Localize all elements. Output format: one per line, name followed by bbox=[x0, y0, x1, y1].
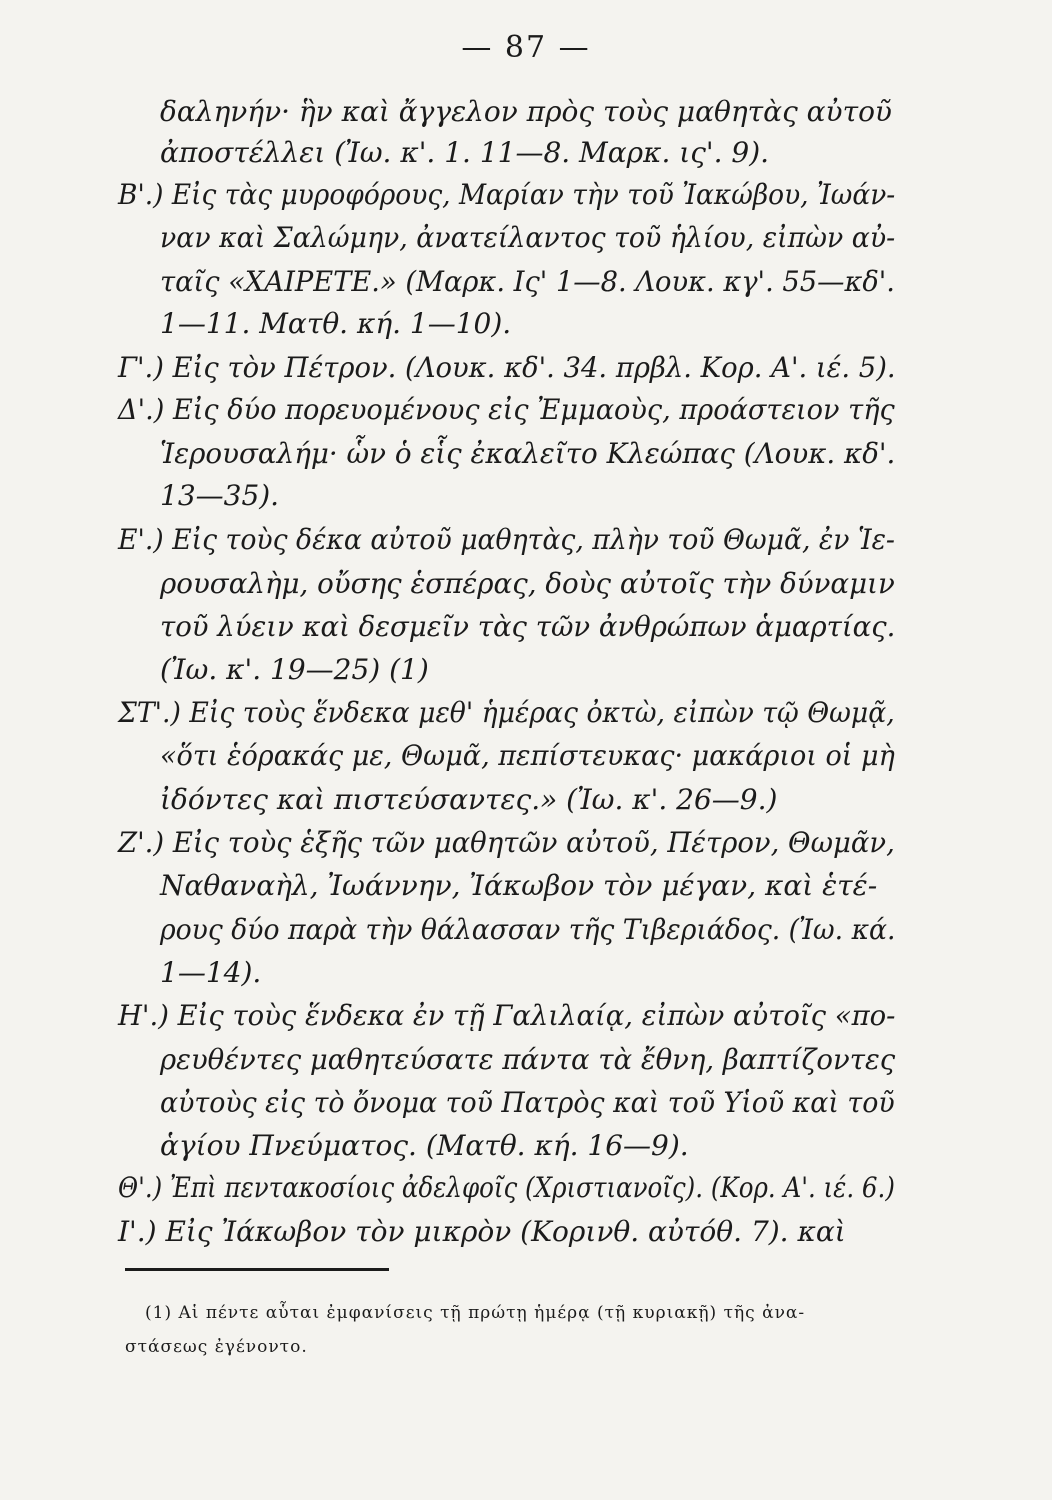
text-line: αὐτοὺς εἰς τὸ ὄνομα τοῦ Πατρὸς καὶ τοῦ Υἱοῦ καὶ τοῦ bbox=[160, 1086, 895, 1119]
text-line: τοῦ λύειν καὶ δεσμεῖν τὰς τῶν ἀνθρώπων ἁμαρτίας. bbox=[160, 610, 896, 643]
text-line: 13—35). bbox=[160, 479, 280, 512]
text-line: (Ἰω. κ'. 19—25) (1) bbox=[160, 653, 429, 686]
footnote-line: στάσεως ἐγένοντο. bbox=[125, 1337, 308, 1357]
text-line: «ὅτι ἑόρακάς με, Θωμᾶ, πεπίστευκας· μακάριοι οἱ μὴ bbox=[160, 739, 895, 772]
text-line: Ἱερουσαλήμ· ὧν ὁ εἷς ἐκαλεῖτο Κλεώπας (Λουκ. κδ'. bbox=[160, 437, 896, 470]
section-d-line: Δ'.) Εἰς δύο πορευομένους εἰς Ἐμμαοὺς, προάστειον τῆς bbox=[118, 393, 895, 426]
footnote-line: (1) Αἱ πέντε αὗται ἐμφανίσεις τῇ πρώτῃ ἡμέρᾳ (τῇ κυριακῇ) τῆς ἀνα- bbox=[145, 1303, 806, 1323]
section-g-line: Γ'.) Εἰς τὸν Πέτρον. (Λουκ. κδ'. 34. πρβλ. Κορ. Α'. ιέ. 5). bbox=[118, 351, 896, 384]
text-line: 1—11. Ματθ. κή. 1—10). bbox=[160, 307, 512, 340]
text-line: Ναθαναὴλ, Ἰωάννην, Ἰάκωβον τὸν μέγαν, καὶ ἑτέ- bbox=[160, 869, 878, 902]
section-st-line: ΣΤ'.) Εἰς τοὺς ἕνδεκα μεθ' ἡμέρας ὀκτὼ, εἰπὼν τῷ Θωμᾷ, bbox=[118, 696, 895, 729]
footnote-rule bbox=[125, 1268, 389, 1271]
section-th-line: Θ'.) Ἐπὶ πεντακοσίοις ἀδελφοῖς (Χριστιανοῖς). (Κορ. Α'. ιέ. 6.) bbox=[118, 1171, 895, 1204]
text-line: ρουσαλὴμ, οὔσης ἑσπέρας, δοὺς αὐτοῖς τὴν δύναμιν bbox=[160, 567, 895, 600]
text-line: ἁγίου Πνεύματος. (Ματθ. κή. 16—9). bbox=[160, 1129, 689, 1162]
section-i-line: Ι'.) Εἰς Ἰάκωβον τὸν μικρὸν (Κορινθ. αὐτόθ. 7). καὶ bbox=[118, 1215, 846, 1248]
text-line: ναν καὶ Σαλώμην, ἀνατείλαντος τοῦ ἡλίου, εἰπὼν αὐ- bbox=[160, 221, 896, 254]
page-number: — 87 — bbox=[461, 30, 591, 65]
text-line: ρους δύο παρὰ τὴν θάλασσαν τῆς Τιβεριάδος. (Ἰω. κά. bbox=[160, 913, 896, 946]
section-e-line: Ε'.) Εἰς τοὺς δέκα αὐτοῦ μαθητὰς, πλὴν τοῦ Θωμᾶ, ἐν Ἱε- bbox=[118, 523, 895, 556]
section-z-line: Ζ'.) Εἰς τοὺς ἑξῆς τῶν μαθητῶν αὐτοῦ, Πέτρον, Θωμᾶν, bbox=[118, 826, 895, 859]
text-line: 1—14). bbox=[160, 956, 262, 989]
text-line: ρευθέντες μαθητεύσατε πάντα τὰ ἔθνη, βαπτίζοντες bbox=[160, 1043, 896, 1076]
section-b-line: Β'.) Εἰς τὰς μυροφόρους, Μαρίαν τὴν τοῦ Ἰακώβου, Ἰωάν- bbox=[118, 178, 896, 211]
text-line: δαληνήν· ἣν καὶ ἄγγελον πρὸς τοὺς μαθητὰς αὐτοῦ bbox=[160, 95, 892, 128]
text-line: ἰδόντες καὶ πιστεύσαντες.» (Ἰω. κ'. 26—9.) bbox=[160, 783, 778, 816]
section-h-line: Η'.) Εἰς τοὺς ἕνδεκα ἐν τῇ Γαλιλαίᾳ, εἰπὼν αὐτοῖς «πο- bbox=[118, 999, 896, 1032]
text-line: ἀποστέλλει (Ἰω. κ'. 1. 11—8. Μαρκ. ις'. 9). bbox=[160, 136, 770, 169]
text-line: ταῖς «ΧΑΙΡΕΤΕ.» (Μαρκ. Ις' 1—8. Λουκ. κγ'. 55—κδ'. bbox=[160, 265, 895, 298]
